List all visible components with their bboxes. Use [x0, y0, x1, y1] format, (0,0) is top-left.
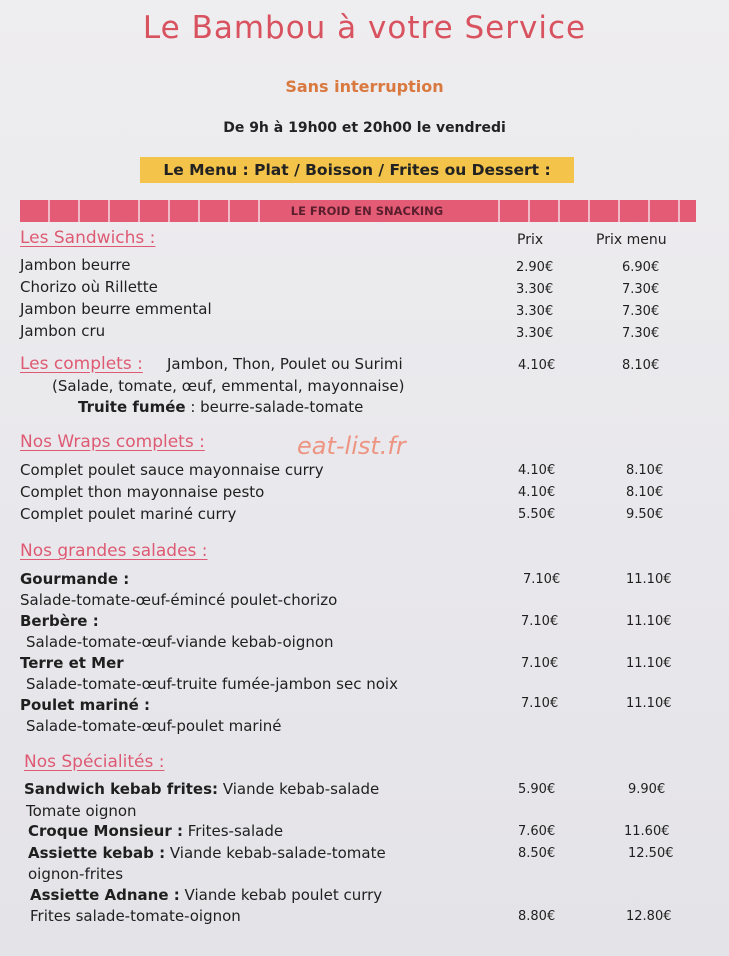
truite-name: Truite fumée: [78, 398, 186, 416]
salade-name-text: Poulet mariné :: [20, 696, 151, 714]
specialite-menu-price: 9.90€: [628, 782, 666, 797]
specialite-description: Viande kebab poulet curry: [184, 886, 383, 904]
complets-ingredients: (Salade, tomate, œuf, emmental, mayonnaise): [52, 377, 405, 395]
column-prix: Prix: [517, 232, 544, 248]
section-band-label: LE FROID EN SNACKING: [262, 200, 472, 222]
wrap-price: 4.10€: [518, 485, 556, 500]
specialite-name: Sandwich kebab frites:: [24, 780, 219, 798]
specialite-description-cont: oignon-frites: [28, 865, 124, 883]
sandwich-price: 3.30€: [516, 326, 554, 341]
section-title-wraps: Nos Wraps complets :: [20, 432, 205, 452]
specialite-price: 5.90€: [518, 782, 556, 797]
specialite-item: [28, 822, 283, 840]
wrap-menu-price: 9.50€: [626, 507, 664, 522]
section-title-complets: Les complets :: [20, 354, 143, 374]
subtitle: Sans interruption: [285, 77, 444, 96]
specialite-name: Croque Monsieur :: [28, 822, 183, 840]
specialite-item: [24, 780, 379, 798]
specialite-item: [28, 844, 386, 862]
salade-menu-price: 11.10€: [626, 614, 672, 629]
salade-menu-price: 11.10€: [626, 572, 672, 587]
specialite-menu-price: 12.80€: [626, 909, 672, 924]
column-prix-menu: Prix menu: [596, 232, 667, 248]
specialite-menu-price: 12.50€: [628, 846, 674, 861]
salade-name: [20, 570, 129, 588]
sandwich-menu-price: 7.30€: [622, 282, 660, 297]
complets-truite: [78, 398, 363, 416]
specialite-price: 7.60€: [518, 824, 556, 839]
sandwich-menu-price: 7.30€: [622, 304, 660, 319]
salade-price: 7.10€: [523, 572, 561, 587]
salade-name-text: Gourmande :: [20, 570, 130, 588]
complets-menu-price: 8.10€: [622, 358, 660, 373]
specialite-name: Assiette Adnane :: [30, 886, 180, 904]
wrap-item: Complet thon mayonnaise pesto: [20, 483, 265, 501]
salade-price: 7.10€: [521, 614, 559, 629]
page-title: Le Bambou à votre Service: [142, 10, 587, 46]
specialite-description: Viande kebab-salade: [222, 780, 380, 798]
sandwich-item: Chorizo où Rillette: [20, 278, 158, 296]
specialite-description-cont: Tomate oignon: [26, 802, 137, 820]
specialite-price: 8.80€: [518, 909, 556, 924]
wrap-menu-price: 8.10€: [626, 485, 664, 500]
truite-description: : beurre-salade-tomate: [190, 398, 364, 416]
watermark: eat-list.fr: [297, 432, 406, 460]
wrap-price: 5.50€: [518, 507, 556, 522]
specialite-description-cont: Frites salade-tomate-oignon: [30, 907, 241, 925]
specialite-price: 8.50€: [518, 846, 556, 861]
salade-name-text: Berbère :: [20, 612, 99, 630]
section-title-salades: Nos grandes salades :: [20, 541, 208, 561]
salade-name: [20, 696, 150, 714]
salade-description: Salade-tomate-œuf-poulet mariné: [26, 717, 282, 735]
wrap-item: Complet poulet sauce mayonnaise curry: [20, 461, 324, 479]
salade-description: Salade-tomate-œuf-truite fumée-jambon sec noix: [26, 675, 398, 693]
specialite-name: Assiette kebab :: [28, 844, 166, 862]
menu-formula-banner: Le Menu : Plat / Boisson / Frites ou Dessert :: [140, 157, 574, 183]
sandwich-item: Jambon beurre emmental: [20, 300, 212, 318]
specialite-item: [30, 886, 382, 904]
salade-price: 7.10€: [521, 696, 559, 711]
salade-price: 7.10€: [521, 656, 559, 671]
sandwich-menu-price: 6.90€: [622, 260, 660, 275]
sandwich-item: Jambon beurre: [20, 256, 131, 274]
salade-name-text: Terre et Mer: [20, 654, 124, 672]
sandwich-menu-price: 7.30€: [622, 326, 660, 341]
wrap-item: Complet poulet mariné curry: [20, 505, 237, 523]
sandwich-price: 3.30€: [516, 304, 554, 319]
specialite-menu-price: 11.60€: [624, 824, 670, 839]
salade-name: [20, 654, 124, 672]
section-title-specialites: Nos Spécialités :: [24, 752, 165, 772]
opening-hours: De 9h à 19h00 et 20h00 le vendredi: [223, 120, 506, 136]
section-title-sandwichs: Les Sandwichs :: [20, 228, 156, 248]
specialite-description: Viande kebab-salade-tomate: [169, 844, 386, 862]
section-band: [20, 200, 696, 222]
sandwich-price: 2.90€: [516, 260, 554, 275]
wrap-menu-price: 8.10€: [626, 463, 664, 478]
specialite-description: Frites-salade: [187, 822, 284, 840]
salade-description: Salade-tomate-œuf-émincé poulet-chorizo: [20, 591, 338, 609]
salade-menu-price: 11.10€: [626, 696, 672, 711]
salade-name: [20, 612, 99, 630]
salade-description: Salade-tomate-œuf-viande kebab-oignon: [26, 633, 334, 651]
sandwich-item: Jambon cru: [20, 322, 106, 340]
wrap-price: 4.10€: [518, 463, 556, 478]
sandwich-price: 3.30€: [516, 282, 554, 297]
complets-price: 4.10€: [518, 358, 556, 373]
complets-description: Jambon, Thon, Poulet ou Surimi: [167, 355, 403, 373]
salade-menu-price: 11.10€: [626, 656, 672, 671]
